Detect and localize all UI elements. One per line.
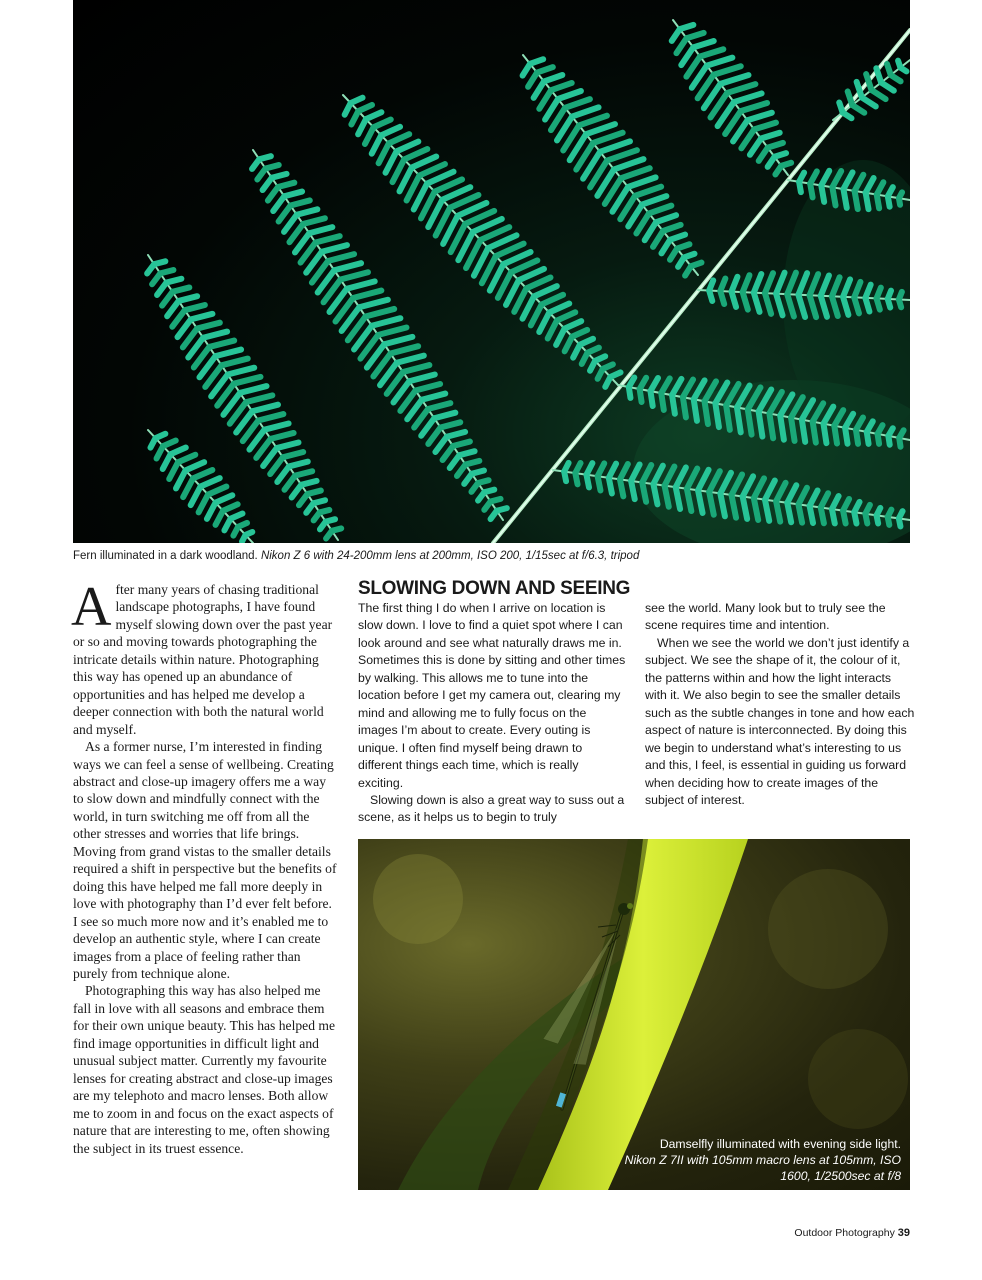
column-1-paragraph-2: As a former nurse, I’m interested in finding ways we can feel a sense of wellbeing. Creating abstract and close-up imagery offers me a way to slow down and mindfully connect with the world, in turn switching me off from all the other stresses and worries that life brings. Moving from grand vistas to the smaller details required a shift in perspective but the benefits of doing this have helped me fall more deeply in love with photography than I’d ever felt before. I see so much more now and it’s enabled me to develop an authentic style, where I can create images from a place of feeling rather than purely from technique alone. [73,739,337,981]
column-2-paragraph-2: Slowing down is also a great way to suss out a scene, as it helps us to begin to truly [358,792,625,825]
column-1 [71,576,338,1157]
publication-name: Outdoor Photography [794,1227,895,1239]
column-1-paragraph-1-text: fter many years of chasing traditional landscape photographs, I have found myself slowing down over the past year or so and moving towards photographing the intricate details within nature. Photographing this way has opened up an abundance of opportunities and has helped me develop a deeper connection with both the natural world and myself. [73,582,333,737]
column-1-paragraph-3: Photographing this way has also helped me fall in love with all seasons and embrace them for their own unique beauty. This has helped me find image opportunities in difficult light and unusual subject matter. Currently my favourite lenses for creating abstract and close-up images are my telephoto and macro lenses. Both allow me to zoom in and focus on the exact aspects of nature that are interesting to me, often showing the subject in its truest essence. [73,983,335,1156]
damselfly-photo [358,839,910,1190]
folio [700,1227,910,1239]
column-3-paragraph-1: see the world. Many look but to truly see the scene requires time and intention. [645,601,886,633]
fern-caption [73,548,913,564]
column-2-paragraph-1: The first thing I do when I arrive on location is slow down. I love to find a quiet spot where I can look around and see what naturally draws me in. Sometimes this is done by sitting and other times by walking. This allows me to tune into the location before I get my camera out, clearing my mind and allowing me to fully focus on the images I’m about to create. Every outing is unique. I often find myself being drawn to different things each time, which is really exciting. [358,601,626,790]
fern-illustration [73,0,910,543]
column-2 [358,600,626,827]
fern-photo [73,0,910,543]
fern-caption-text: Fern illuminated in a dark woodland. [73,550,261,562]
drop-cap: A [71,576,112,638]
fern-caption-camera: Nikon Z 6 with 24-200mm lens at 200mm, ISO 200, 1/15sec at f/6.3, tripod [260,550,640,562]
column-3 [645,600,915,809]
column-1-paragraph-1 [71,576,338,738]
damselfly-caption-text: Damselfly illuminated with evening side light. [659,1137,901,1151]
column-3-paragraph-2: When we see the world we don’t just identify a subject. We see the shape of it, the colour of it, the patterns within and how the light interacts with it. We also begin to see the smaller details such as the subtle changes in tone and how each aspect of nature is interconnected. By doing this we begin to understand what’s interesting to us and this, I feel, is essential in guiding us forward when deciding how to create images of the subject of interest. [645,635,915,807]
damselfly-caption [601,1136,901,1184]
section-heading: SLOWING DOWN AND SEEING [358,578,631,599]
damselfly-caption-camera: Nikon Z 7II with 105mm macro lens at 105mm, ISO 1600, 1/2500sec at f/8 [624,1153,901,1183]
page-number: 39 [897,1227,910,1239]
